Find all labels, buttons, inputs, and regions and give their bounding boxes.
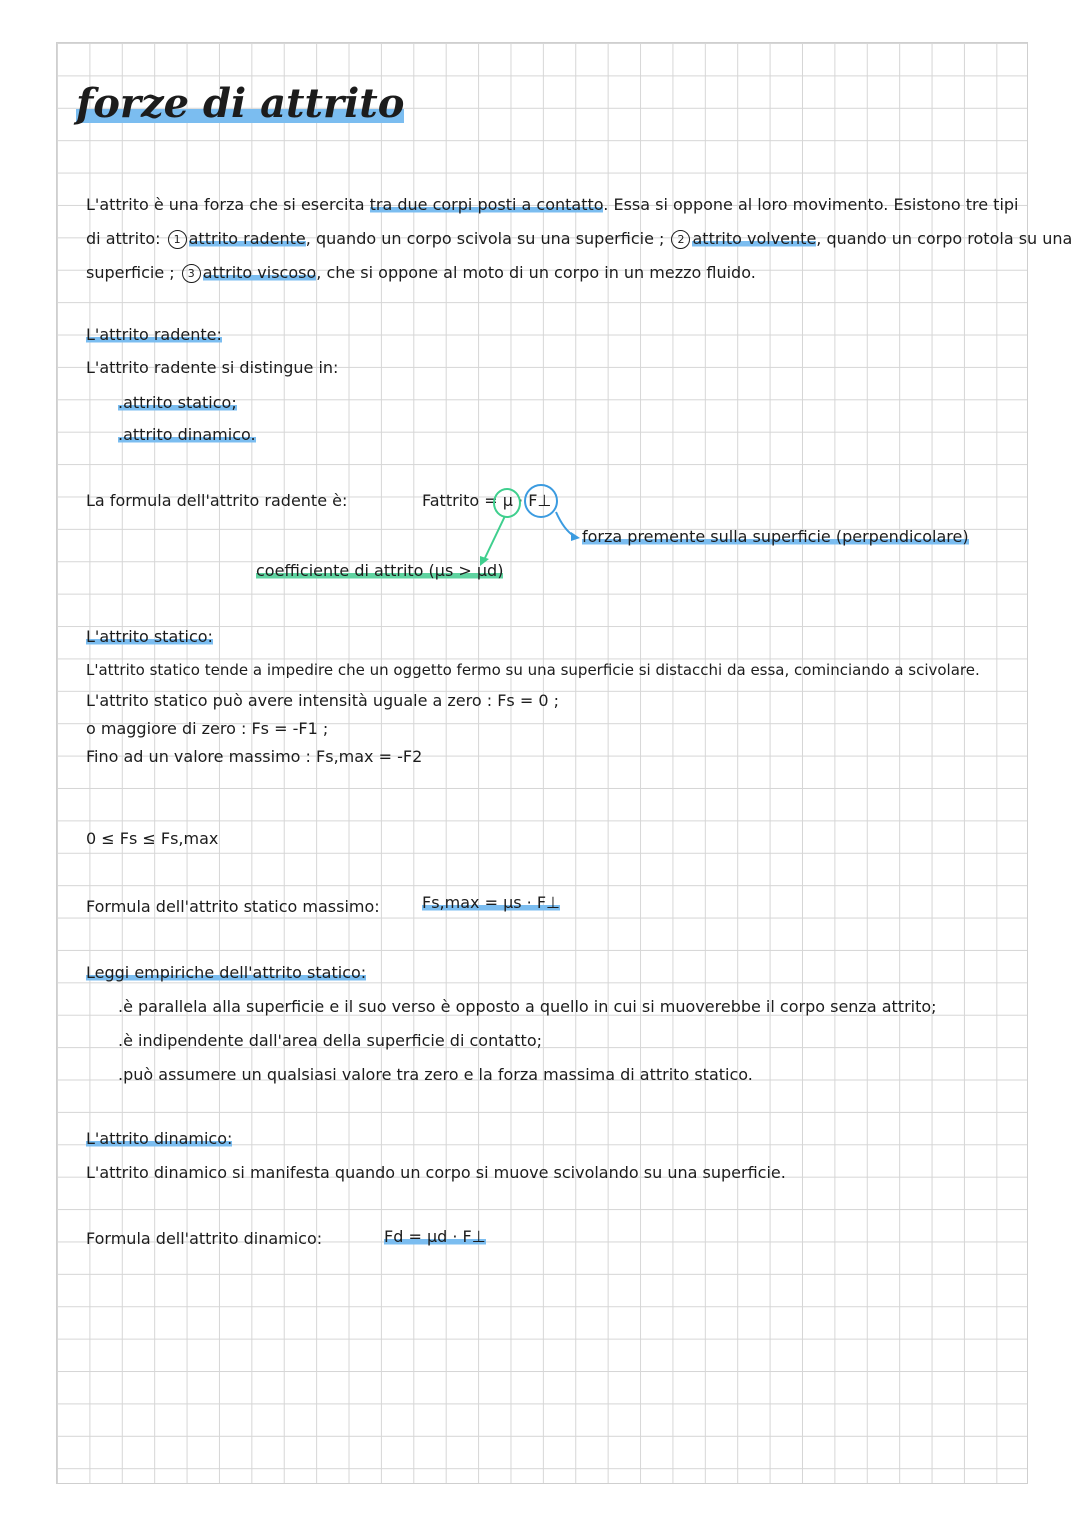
legge-item-3: .può assumere un qualsiasi valore tra zero e la forza massima di attrito statico. [118,1065,753,1084]
force-label: forza premente sulla superficie (perpendicolare) [582,527,969,546]
page-title: forze di attrito [76,80,405,127]
number-badge-2: 2 [671,230,690,249]
radente-line: L'attrito radente si distingue in: [86,358,339,377]
dinamico-line: L'attrito dinamico si manifesta quando un corpo si muove scivolando su una superficie. [86,1163,786,1182]
statico-line-4: Fino ad un valore massimo : Fs,max = -F2 [86,747,423,766]
statico-line-2: L'attrito statico può avere intensità uguale a zero : Fs = 0 ; [86,691,559,710]
section-heading-radente: L'attrito radente: [86,325,222,344]
formula-label-statico-max: Formula dell'attrito statico massimo: [86,897,380,916]
legge-item-2: .è indipendente dall'area della superficie di contatto; [118,1031,543,1050]
section-heading-dinamico: L'attrito dinamico: [86,1129,233,1148]
number-badge-1: 1 [168,230,187,249]
type-volvente: attrito volvente [692,229,817,248]
inequality: 0 ≤ Fs ≤ Fs,max [86,829,219,848]
arrowhead-force [571,532,580,541]
formula-label-dinamico: Formula dell'attrito dinamico: [86,1229,323,1248]
formula-radente: Fattrito = μ · F⊥ [422,491,552,510]
formula-dinamico: Fd = μd · F⊥ [384,1227,486,1246]
number-badge-3: 3 [182,264,201,283]
type-viscoso: attrito viscoso [202,263,317,282]
formula-statico-max: Fs,max = μs · F⊥ [422,893,560,912]
section-heading-leggi: Leggi empiriche dell'attrito statico: [86,963,367,982]
list-item-dinamico: .attrito dinamico. [118,425,256,444]
statico-line-1: L'attrito statico tende a impedire che un oggetto fermo su una superficie si distacchi da essa, cominciando a scivolare. [86,661,980,679]
type-radente: attrito radente [188,229,306,248]
arrow-to-coefficient [484,516,505,560]
statico-line-3: o maggiore di zero : Fs = -F1 ; [86,719,329,738]
coefficient-label: coefficiente di attrito (μs > μd) [256,561,504,580]
legge-item-1: .è parallela alla superficie e il suo verso è opposto a quello in cui si muoverebbe il corpo senza attrito; [118,997,937,1016]
intro-line-2: di attrito: 1 attrito radente, quando un corpo scivola su una superficie ; 2 attrito volvente, quando un corpo rotola su una [86,229,1073,248]
formula-label-radente: La formula dell'attrito radente è: [86,491,348,510]
section-heading-statico: L'attrito statico: [86,627,213,646]
intro-line-3: superficie ; 3 attrito viscoso, che si oppone al moto di un corpo in un mezzo fluido. [86,263,756,282]
intro-line-1: L'attrito è una forza che si esercita tra due corpi posti a contatto. Essa si oppone al loro movimento. Esistono tre tipi [86,195,1019,214]
list-item-statico: .attrito statico; [118,393,237,412]
